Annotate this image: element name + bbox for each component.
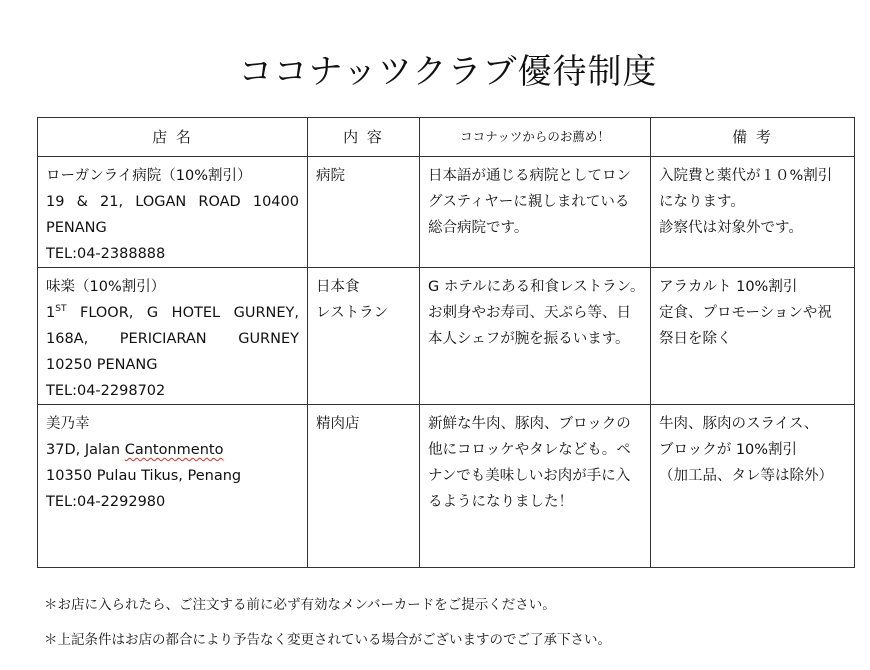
recommendation-cell [420,405,651,568]
header-content: 内 容 [308,118,420,157]
shop-remark: 診察代は対象外です。 [659,220,803,236]
table-header-row [38,118,855,157]
shop-category: 病院 [316,168,345,184]
footnote-show-card: ＊お店に入られたら、ご注文する前に必ず有効なメンバーカードをご提示ください。 [44,597,556,613]
shop-recommendation: G ホテルにある和食レストラン。 [428,279,645,295]
shop-category: 精肉店 [316,416,360,432]
shop-recommendation: お刺身やお寿司、天ぷら等、日本人シェフが腕を振るいます。 [428,305,631,347]
shop-remark: 定食、プロモーションや祝祭日を除く [659,305,832,347]
shop-info-cell [38,405,308,568]
shop-category: 日本食 [316,279,360,295]
recommendation-cell [420,268,651,405]
table-row [38,157,855,268]
header-shop-name: 店 名 [38,118,308,157]
shop-address-number: 1 [46,305,56,321]
shop-info-cell [38,157,308,268]
benefits-table [37,117,855,568]
shop-address-line: 10250 PENANG [46,357,158,373]
shop-remark: （加工品、タレ等は除外） [659,468,833,484]
table-row [38,268,855,405]
header-remarks: 備 考 [651,118,855,157]
footnote-conditions-change: ＊上記条件はお店の都合により予告なく変更されている場合がございますのでご了承下さい。 [44,632,611,648]
ordinal-suffix: ST [55,304,67,314]
shop-remark: アラカルト 10%割引 [659,279,798,295]
shop-remark: ブロックが 10%割引 [659,442,798,458]
page-title: ココナッツクラブ優待制度 [238,52,658,92]
category-cell [308,268,420,405]
shop-address-line: 19 & 21, LOGAN ROAD 10400 [46,194,299,210]
category-cell [308,157,420,268]
category-cell [308,405,420,568]
shop-category: レストラン [316,305,389,321]
shop-address-rest: FLOOR, G HOTEL GURNEY, [66,305,299,321]
shop-address-line [46,437,299,463]
remarks-cell [651,268,855,405]
shop-phone: TEL:04-2292980 [46,494,166,510]
shop-recommendation: 日本語が通じる病院としてロングスティヤーに親しまれている総合病院です。 [428,168,631,236]
shop-address-line [46,300,299,326]
shop-address-line: 10350 Pulau Tikus, Penang [46,468,242,484]
shop-phone: TEL:04-2388888 [46,246,166,262]
spellcheck-flagged-word: Cantonmento [124,442,224,458]
shop-name: ローガンライ病院（10%割引） [46,168,252,184]
header-recommendation: ココナッツからのお薦め！ [420,118,651,157]
shop-address-line: 168A, PERICIARAN GURNEY [46,331,299,347]
shop-recommendation: 新鮮な牛肉、豚肉、ブロックの他にコロッケやタレなども。ペナンでも美味しいお肉が手に入るようになりました！ [428,416,631,510]
shop-address-line: PENANG [46,220,107,236]
shop-name: 味楽（10%割引） [46,279,166,295]
shop-phone: TEL:04-2298702 [46,383,166,399]
shop-remark: 牛肉、豚肉のスライス、 [659,416,819,432]
remarks-cell [651,405,855,568]
shop-info-cell [38,268,308,405]
recommendation-cell [420,157,651,268]
shop-remark: 入院費と薬代が１０%割引になります。 [659,168,833,210]
shop-name: 美乃幸 [46,416,90,432]
remarks-cell [651,157,855,268]
table-row [38,405,855,568]
shop-address-street: 37D, Jalan [46,442,125,458]
